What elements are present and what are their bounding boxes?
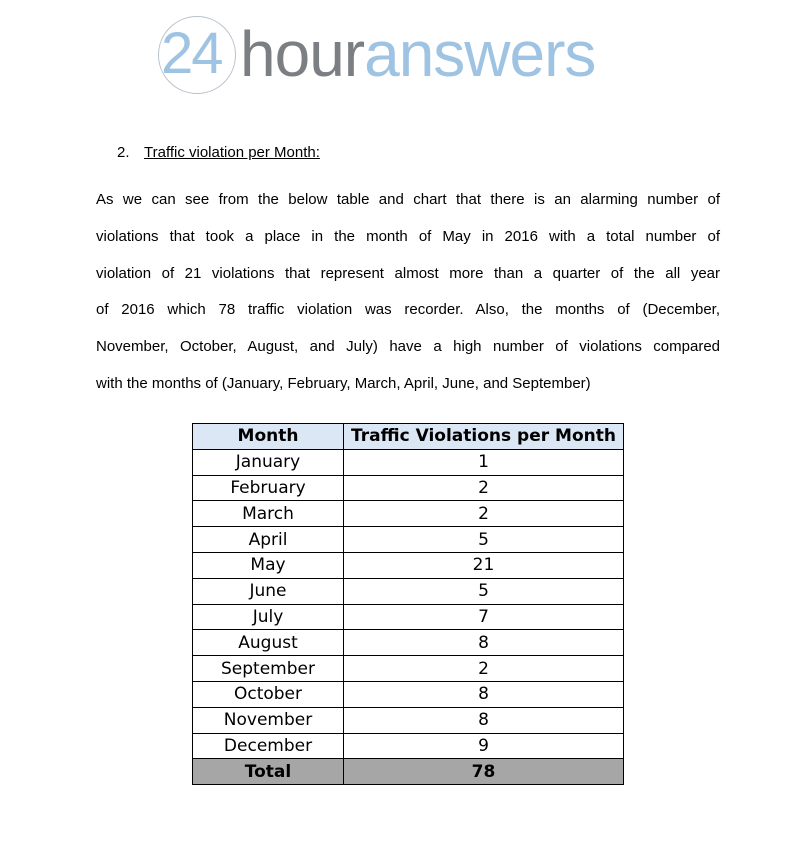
table-row <box>193 527 624 553</box>
logo-wordmark <box>240 18 595 90</box>
month-cell: February <box>193 475 344 501</box>
value-cell: 2 <box>344 475 624 501</box>
total-label: Total <box>193 759 344 785</box>
heading-title: Traffic violation per Month: <box>144 144 320 161</box>
table-row <box>193 501 624 527</box>
table-row <box>193 733 624 759</box>
month-cell: October <box>193 681 344 707</box>
month-cell: September <box>193 656 344 682</box>
table-row <box>193 656 624 682</box>
table-row <box>193 604 624 630</box>
month-cell: May <box>193 552 344 578</box>
month-cell: December <box>193 733 344 759</box>
month-cell: November <box>193 707 344 733</box>
header-violations: Traffic Violations per Month <box>344 424 624 450</box>
violations-table <box>192 423 624 785</box>
value-cell: 21 <box>344 552 624 578</box>
value-cell: 8 <box>344 630 624 656</box>
value-cell: 7 <box>344 604 624 630</box>
value-cell: 5 <box>344 578 624 604</box>
table-row <box>193 707 624 733</box>
logo-number: 24 <box>161 21 222 86</box>
month-cell: April <box>193 527 344 553</box>
table-row <box>193 475 624 501</box>
month-cell: July <box>193 604 344 630</box>
value-cell: 5 <box>344 527 624 553</box>
value-cell: 8 <box>344 681 624 707</box>
total-value: 78 <box>344 759 624 785</box>
value-cell: 2 <box>344 501 624 527</box>
logo-word-hour: hour <box>240 18 365 90</box>
paragraph-line: As we can see from the below table and chart that there is an alarming number of <box>96 191 720 208</box>
logo-word-answers: answers <box>364 18 596 90</box>
month-cell: August <box>193 630 344 656</box>
month-cell: June <box>193 578 344 604</box>
total-row <box>193 759 624 785</box>
paragraph-line: violation of 21 violations that represent almost more than a quarter of the all year <box>96 265 720 282</box>
table-row <box>193 681 624 707</box>
value-cell: 1 <box>344 449 624 475</box>
month-cell: March <box>193 501 344 527</box>
value-cell: 8 <box>344 707 624 733</box>
logo <box>158 14 628 96</box>
paragraph-line: November, October, August, and July) have a high number of violations compared <box>96 338 720 355</box>
paragraph-line: violations that took a place in the month of May in 2016 with a total number of <box>96 228 720 245</box>
table-header-row <box>193 424 624 450</box>
table-row <box>193 552 624 578</box>
table-row <box>193 630 624 656</box>
paragraph-line: of 2016 which 78 traffic violation was recorder. Also, the months of (December, <box>96 301 720 318</box>
month-cell: January <box>193 449 344 475</box>
heading-number: 2. <box>117 144 130 161</box>
value-cell: 2 <box>344 656 624 682</box>
value-cell: 9 <box>344 733 624 759</box>
table-row <box>193 578 624 604</box>
header-month: Month <box>193 424 344 450</box>
table-row <box>193 449 624 475</box>
section-heading <box>117 143 320 163</box>
paragraph-line: with the months of (January, February, March, April, June, and September) <box>96 375 591 392</box>
